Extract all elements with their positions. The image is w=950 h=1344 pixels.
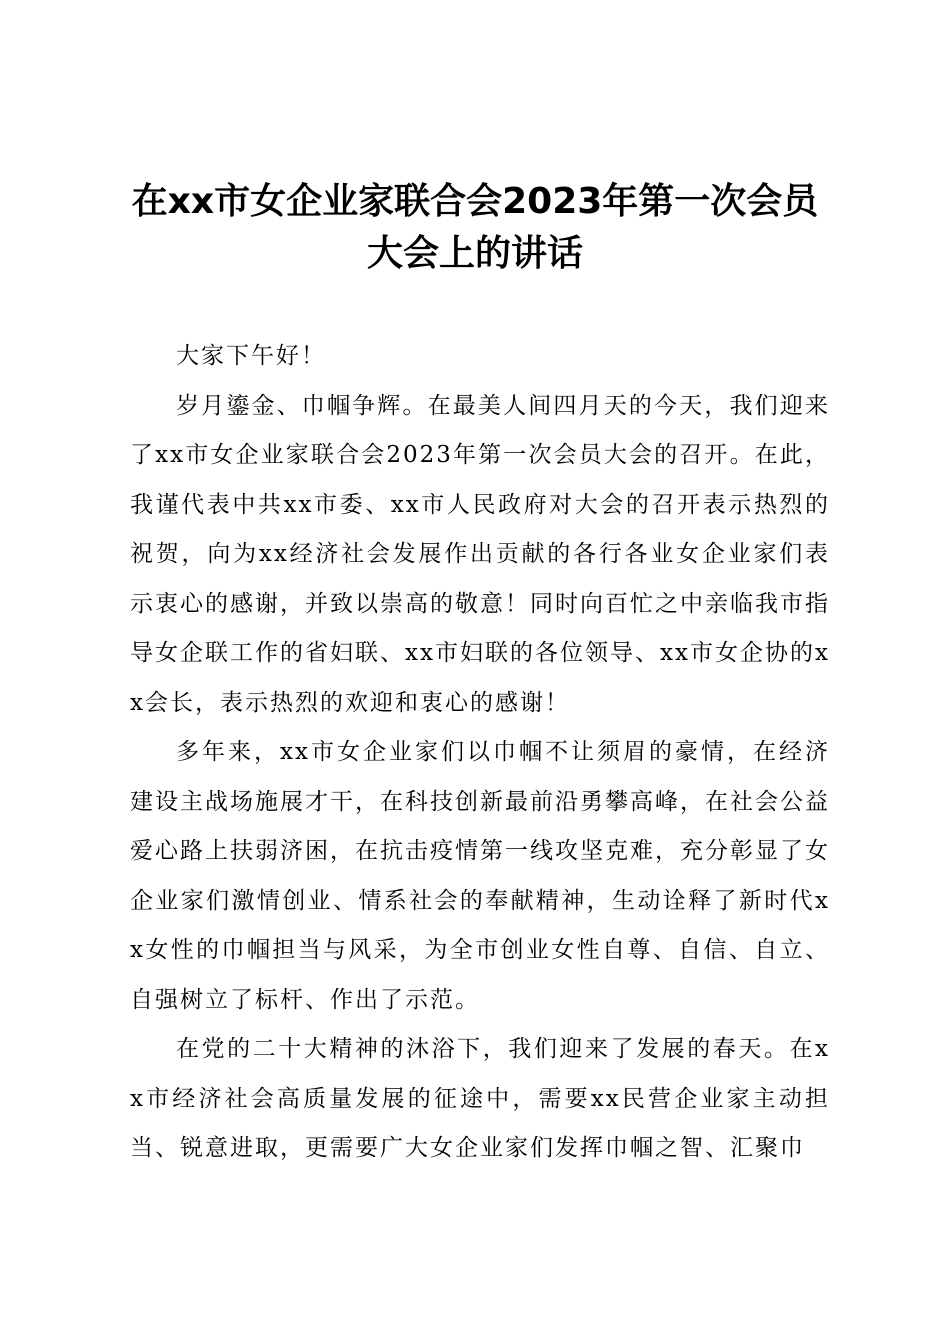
paragraph-opening: 岁月鎏金、巾帼争辉。在最美人间四月天的今天，我们迎来了xx市女企业家联合会2023年第一次会员大会的召开。在此，我谨代表中共xx市委、xx市人民政府对大会的召开表示热烈的祝贺，向为xx经济社会发展作出贡献的各行各业女企业家们表示衷心的感谢，并致以崇高的敬意！同时向百忙之中亲临我市指导女企联工作的省妇联、xx市妇联的各位领导、xx市女企协的xx会长，表示热烈的欢迎和衷心的感谢！ xyxy=(130,392,830,716)
document-title: 在xx市女企业家联合会2023年第一次会员大会上的讲话 xyxy=(131,181,819,274)
document-body xyxy=(130,332,830,1174)
paragraph-development: 在党的二十大精神的沐浴下，我们迎来了发展的春天。在xx市经济社会高质量发展的征途中，需要xx民营企业家主动担当、锐意进取，更需要广大女企业家们发挥巾帼之智、汇聚巾 xyxy=(130,1036,830,1161)
paragraph-greeting: 大家下午好！ xyxy=(176,343,326,369)
paragraph-achievements: 多年来，xx市女企业家们以巾帼不让须眉的豪情，在经济建设主战场施展才干，在科技创新最前沿勇攀高峰，在社会公益爱心路上扶弱济困，在抗击疫情第一线攻坚克难，充分彰显了女企业家们激情创业、情系社会的奉献精神，生动诠释了新时代xx女性的巾帼担当与风采，为全市创业女性自尊、自信、自立、自强树立了标杆、作出了示范。 xyxy=(130,739,830,1013)
